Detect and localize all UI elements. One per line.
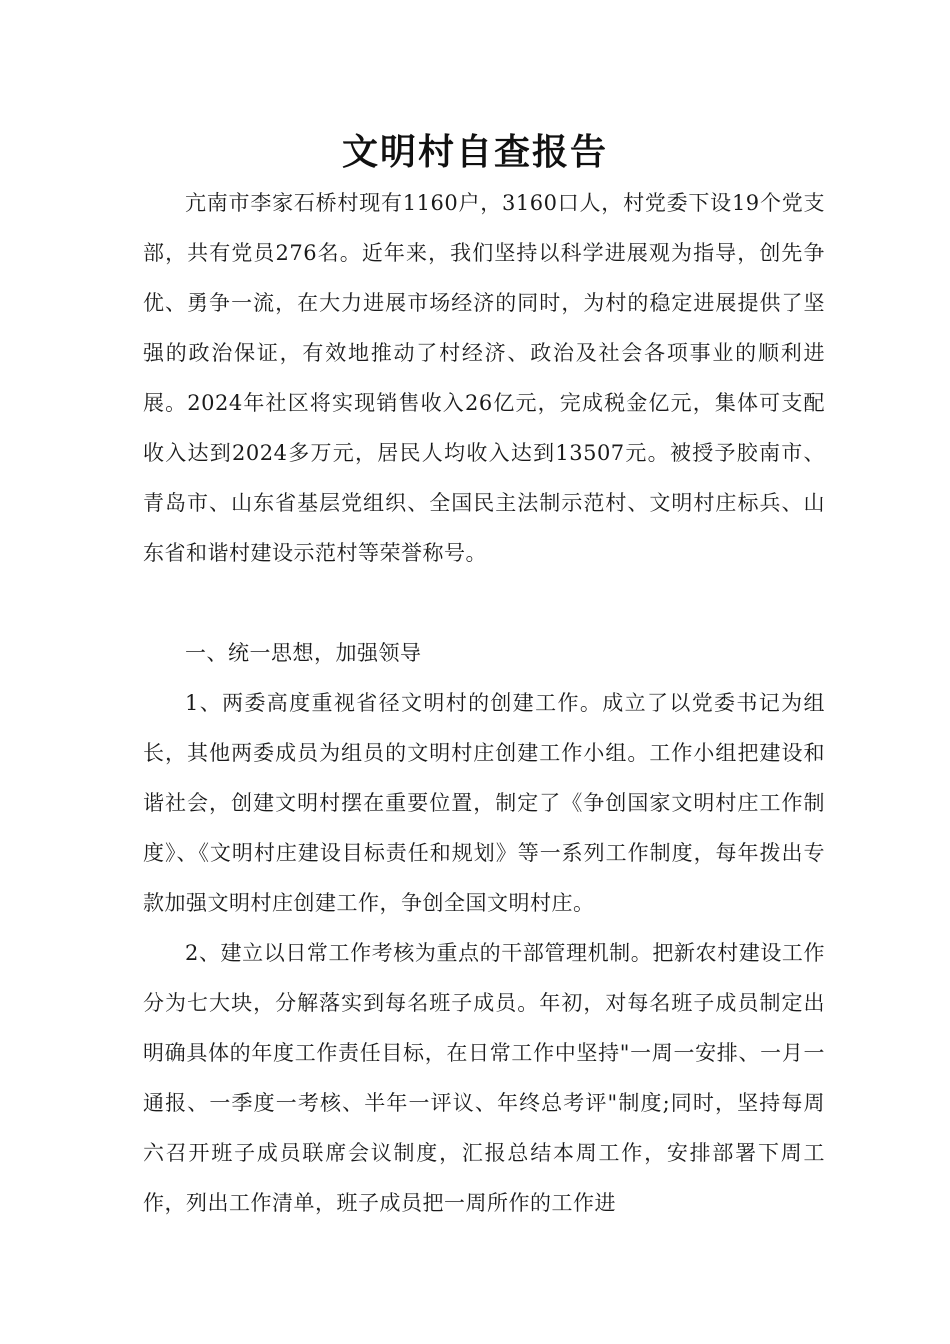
document-title: 文明村自查报告 <box>341 132 608 173</box>
item-paragraph-2: 2、建立以日常工作考核为重点的干部管理机制。把新农村建设工作分为七大块，分解落实到每名班子成员。年初，对每名班子成员制定出明确具体的年度工作责任目标，在日常工作中坚持"一周一安排、一月一通报、一季度一考核、半年一评议、年终总考评"制度;同时，坚持每周六召开班子成员联席会议制度，汇报总结本周工作，安排部署下周工作，列出工作清单，班子成员把一周所作的工作进 <box>143 941 825 1215</box>
document-body <box>143 178 825 1228</box>
paragraph-spacer <box>143 578 825 628</box>
item-paragraph-1: 1、两委高度重视省径文明村的创建工作。成立了以党委书记为组长，其他两委成员为组员的文明村庄创建工作小组。工作小组把建设和谐社会，创建文明村摆在重要位置，制定了《争创国家文明村庄工作制度》、《文明村庄建设目标责任和规划》等一系列工作制度，每年拨出专款加强文明村庄创建工作，争创全国文明村庄。 <box>143 691 825 915</box>
intro-paragraph: 亢南市李家石桥村现有1160户，3160口人，村党委下设19个党支部，共有党员276名。近年来，我们坚持以科学进展观为指导，创先争优、勇争一流，在大力进展市场经济的同时，为村的稳定进展提供了坚强的政治保证，有效地推动了村经济、政治及社会各项事业的顺利进展。2024年社区将实现销售收入26亿元，完成税金亿元，集体可支配收入达到2024多万元，居民人均收入达到13507元。被授予胶南市、青岛市、山东省基层党组织、全国民主法制示范村、文明村庄标兵、山东省和谐村建设示范村等荣誉称号。 <box>143 191 825 565</box>
section-heading: 一、统一思想，加强领导 <box>185 641 422 665</box>
